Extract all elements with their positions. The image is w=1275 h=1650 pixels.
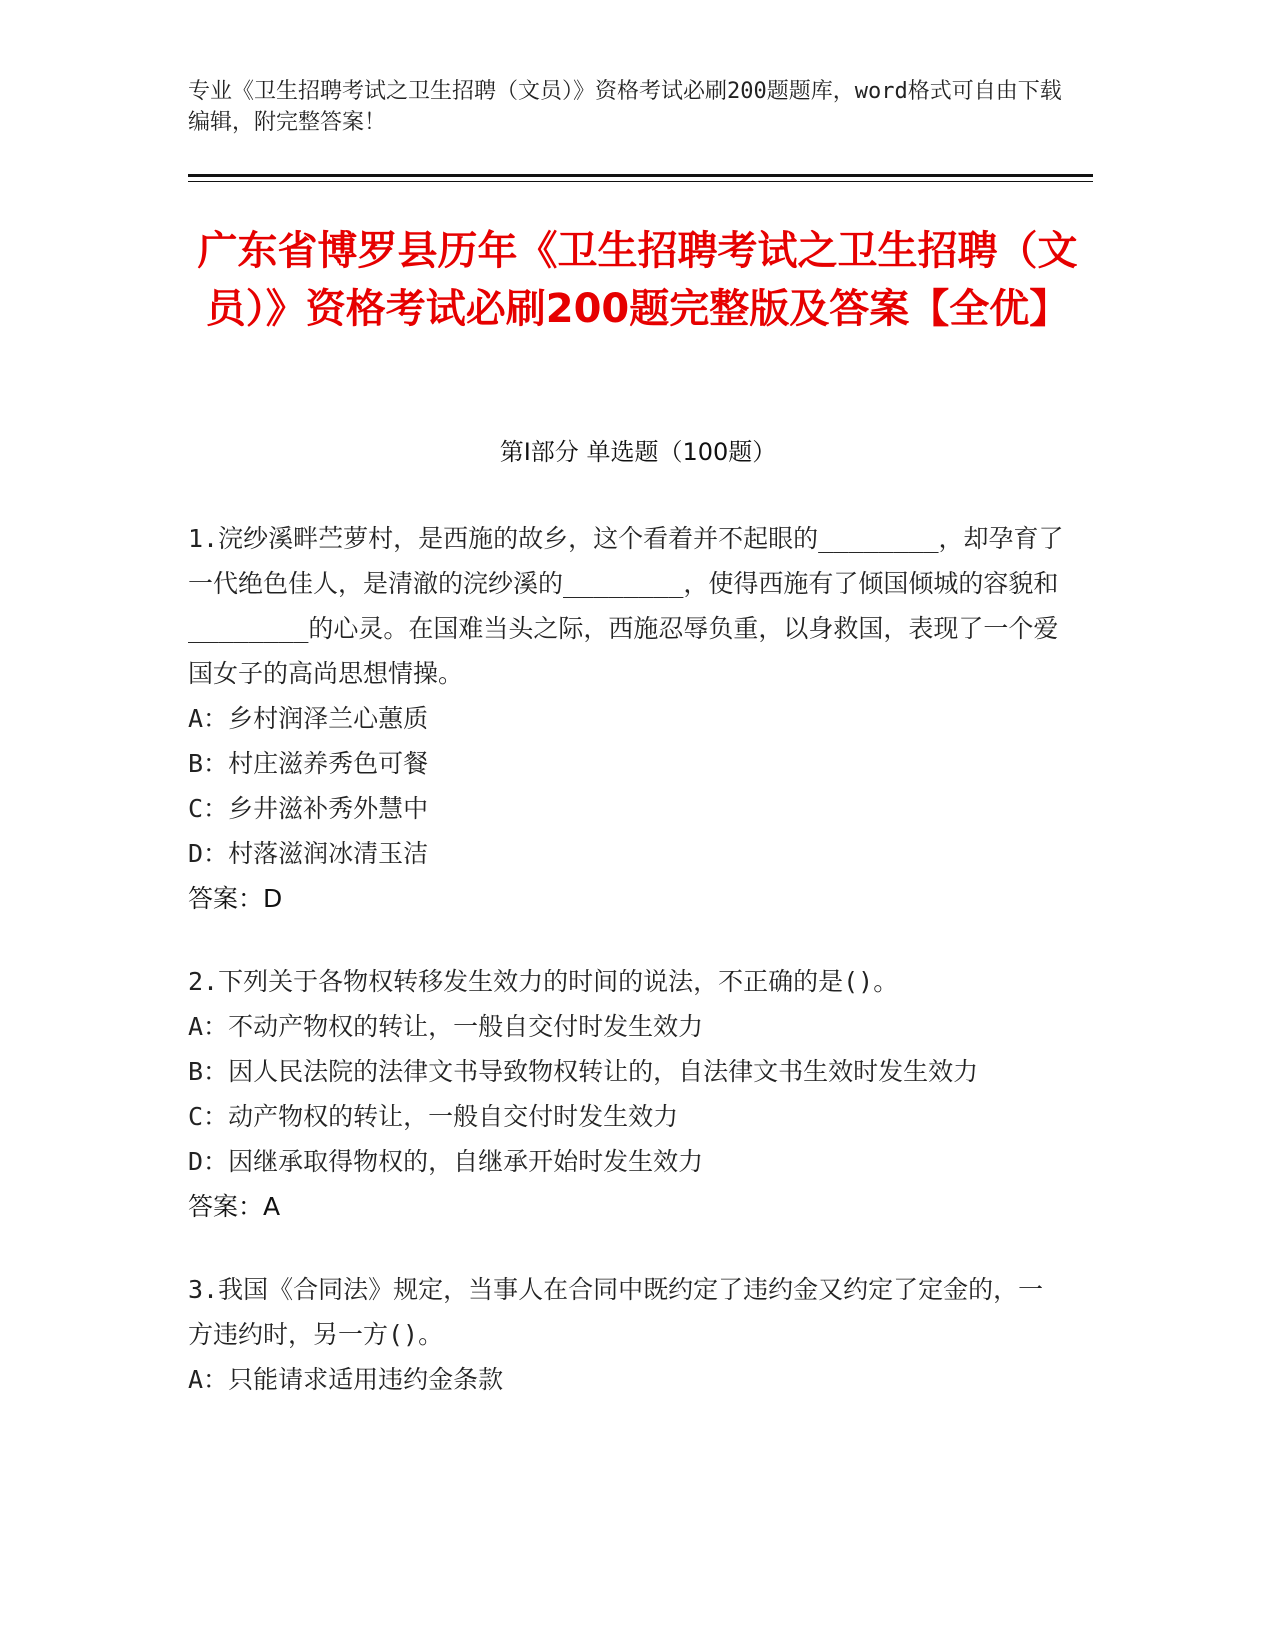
option-c [188,786,1068,831]
option-text: 不动产物权的转让，一般自交付时发生效力 [228,1012,704,1041]
option-b [188,741,1068,786]
option-a [188,1004,1068,1049]
option-a [188,696,1068,741]
option-letter: A： [188,1365,229,1394]
answer-value: A [263,1192,281,1221]
option-d [188,831,1068,876]
question-stem: 2.下列关于各物权转移发生效力的时间的说法，不正确的是()。 [188,967,899,996]
option-letter: A： [188,704,229,733]
option-letter: A： [188,1012,229,1041]
header-divider-thin [188,181,1093,182]
answer-line [188,1184,1068,1229]
option-letter: D： [188,839,229,868]
option-c [188,1094,1068,1139]
option-letter: D： [188,1147,229,1176]
document-title: 广东省博罗县历年《卫生招聘考试之卫生招聘（文员）》资格考试必刷200题完整版及答案【全优】 [197,228,1078,332]
option-text: 村庄滋养秀色可餐 [228,749,429,778]
option-d [188,1139,1068,1184]
option-text: 因继承取得物权的，自继承开始时发生效力 [228,1147,704,1176]
question-3 [188,1267,1068,1402]
answer-value: D [263,884,283,913]
option-letter: C： [188,1102,229,1131]
question-stem: 1.浣纱溪畔苎萝村，是西施的故乡，这个看着并不起眼的________，却孕育了一代绝色佳人，是清澈的浣纱溪的________，使得西施有了倾国倾城的容貌和________的心灵。在国难当头之际，西施忍辱负重，以身救国，表现了一个爱国女子的高尚思想情操。 [188,524,1064,688]
option-text: 动产物权的转让，一般自交付时发生效力 [228,1102,679,1131]
question-stem: 3.我国《合同法》规定，当事人在合同中既约定了违约金又约定了定金的，一方违约时，另一方()。 [188,1275,1044,1349]
answer-label: 答案： [188,1192,264,1221]
option-letter: B： [188,1057,229,1086]
option-letter: C： [188,794,229,823]
answer-label: 答案： [188,884,264,913]
option-letter: B： [188,749,229,778]
question-list [188,516,1068,1440]
header-divider-thick [188,174,1093,177]
option-text: 因人民法院的法律文书导致物权转让的，自法律文书生效时发生效力 [228,1057,979,1086]
question-1 [188,516,1068,921]
option-a [188,1357,1068,1402]
option-b [188,1049,1068,1094]
option-text: 乡井滋补秀外慧中 [228,794,429,823]
question-2 [188,959,1068,1229]
section-title: 第Ⅰ部分 单选题（100题） [499,438,777,466]
header-note: 专业《卫生招聘考试之卫生招聘（文员）》资格考试必刷200题题库，word格式可自由下载编辑，附完整答案！ [188,79,1062,135]
answer-line [188,876,1068,921]
option-text: 只能请求适用违约金条款 [228,1365,504,1394]
option-text: 村落滋润冰清玉洁 [228,839,429,868]
option-text: 乡村润泽兰心蕙质 [228,704,429,733]
